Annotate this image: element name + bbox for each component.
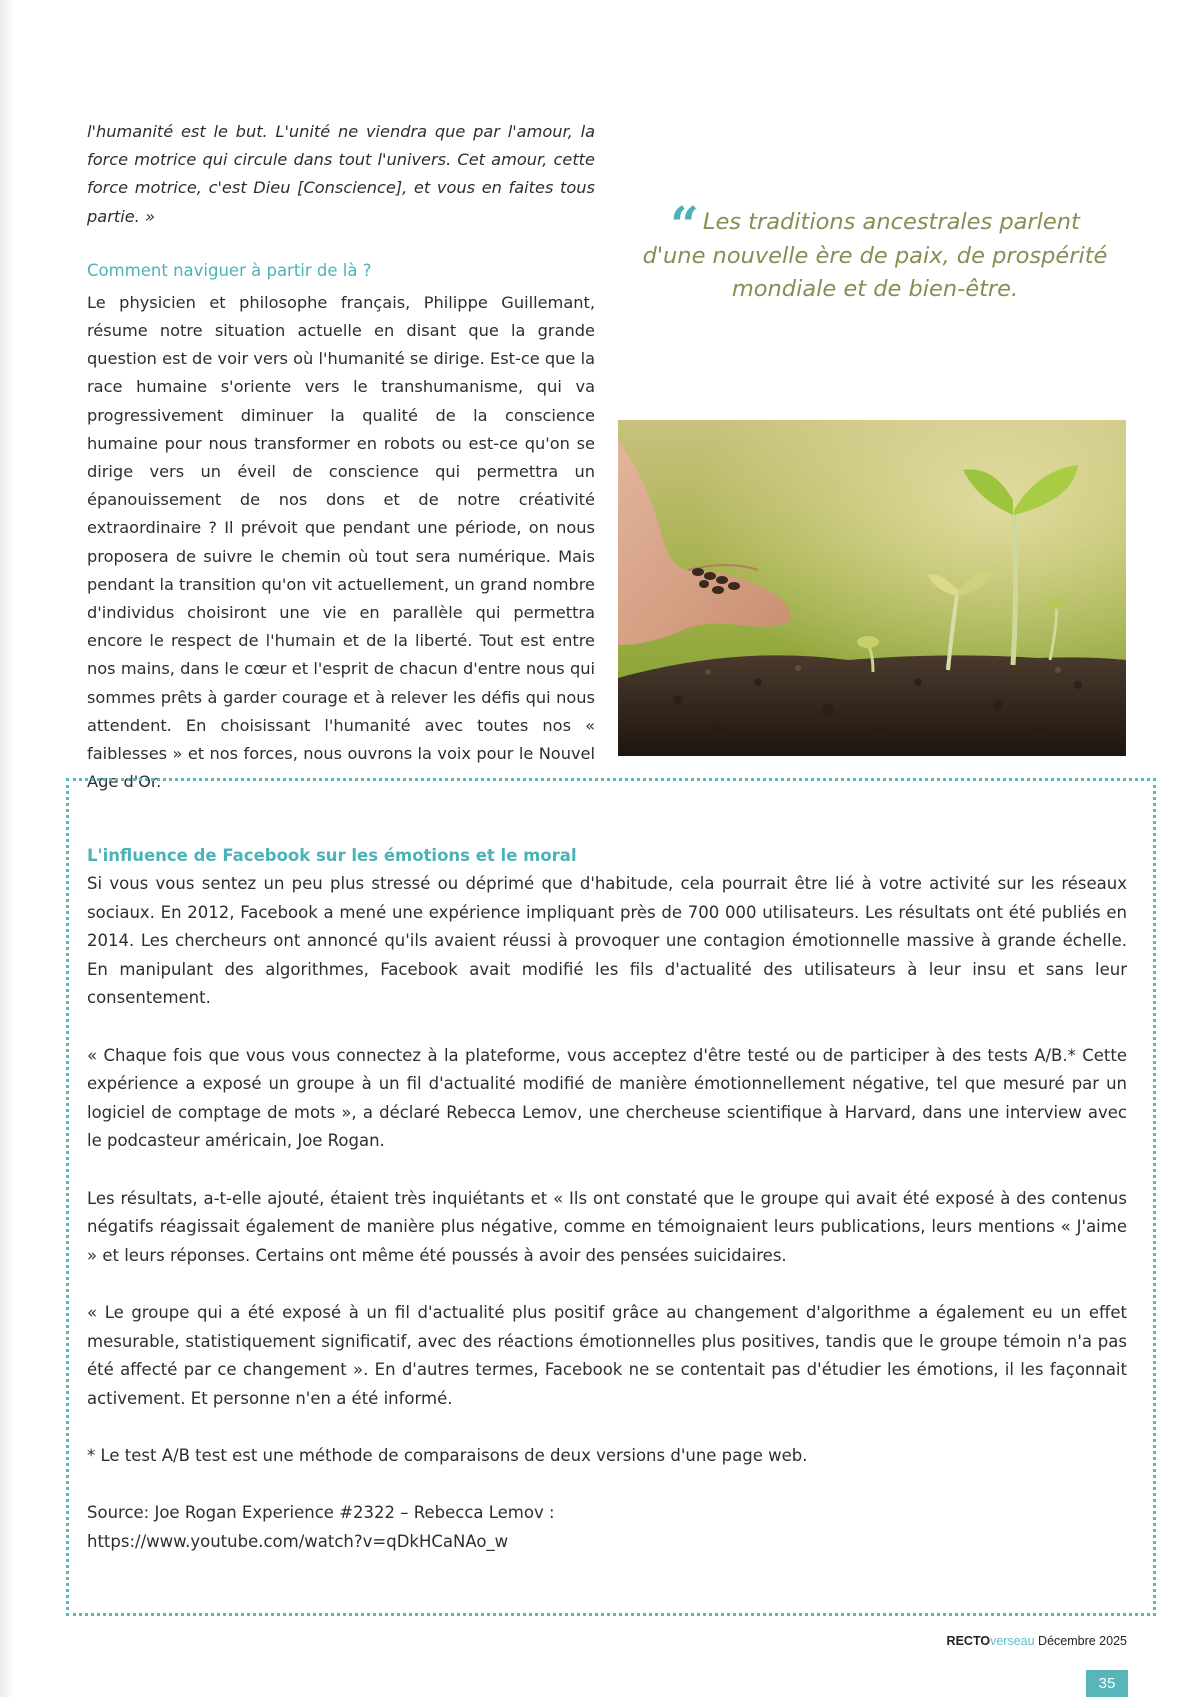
sidebar-paragraph-2: « Chaque fois que vous vous connectez à la plateforme, vous acceptez d'être testé ou de participer à des tests A/B.* Cette expérience a exposé un groupe à un fil d'actualité modifié de manière émotionnellement négative, tel que mesuré par un logiciel de comptage de mots », a déclaré Rebecca Lemov, une chercheuse scientifique à Harvard, dans une interview avec le podcasteur américain, Joe Rogan.	[87, 1045, 1127, 1151]
pull-quote-text: Les traditions ancestrales parlent d'une nouvelle ère de paix, de prospérité mondiale et de bien-être.	[642, 209, 1108, 302]
facebook-sidebar	[87, 842, 1127, 1556]
footnote: * Le test A/B test est une méthode de comparaisons de deux versions d'une page web.	[87, 1445, 808, 1465]
sidebar-paragraph-1: Si vous vous sentez un peu plus stressé ou déprimé que d'habitude, cela pourrait être lié à votre activité sur les réseaux sociaux. En 2012, Facebook a mené une expérience impliquant près de 700 000 utilisateurs. Les résultats ont été publiés en 2014. Les chercheurs ont annoncé qu'ils avaient réussi à provoquer une contagion émotionnelle massive à grande échelle. En manipulant des algorithmes, Facebook avait modifié les fils d'actualité des utilisateurs à leur insu et sans leur consentement.	[87, 874, 1127, 1008]
page-edge-shadow	[0, 0, 14, 1697]
left-column	[87, 118, 595, 796]
issue-date: Décembre 2025	[1038, 1634, 1127, 1648]
intro-quote: l'humanité est le but. L'unité ne viendra que par l'amour, la force motrice qui circule dans tout l'univers. Cet amour, cette force motrice, c'est Dieu [Conscience], et vous en faites tous partie. »	[87, 122, 595, 226]
quote-mark-icon: “	[670, 195, 699, 254]
seedling-photo	[618, 420, 1126, 756]
page-number: 35	[1086, 1670, 1128, 1697]
source-line: Source: Joe Rogan Experience #2322 – Rebecca Lemov :	[87, 1503, 555, 1523]
source-url[interactable]: https://www.youtube.com/watch?v=qDkHCaNAo_w	[87, 1531, 509, 1551]
section-heading: Comment naviguer à partir de là ?	[87, 260, 372, 280]
brand-recto: RECTO	[946, 1634, 991, 1648]
magazine-footer	[947, 1634, 1127, 1648]
brand-verso: verseau	[990, 1634, 1035, 1648]
sidebar-paragraph-3: Les résultats, a-t-elle ajouté, étaient très inquiétants et « Ils ont constaté que le groupe qui avait été exposé à des contenus négatifs réagissait également de manière plus négative, comme en témoignaient leurs publications, leurs mentions « J'aime » et leurs réponses. Certains ont même été poussés à avoir des pensées suicidaires.	[87, 1188, 1127, 1265]
section-body: Le physicien et philosophe français, Philippe Guillemant, résume notre situation actuelle en disant que la grande question est de voir vers où l'humanité se dirige. Est-ce que la race humaine s'oriente vers le transhumanisme, qui va progressivement diminuer la qualité de la conscience humaine pour nous transformer en robots ou est-ce qu'on se dirige vers un éveil de conscience qui permettra un épanouissement de nos dons et de notre créativité extraordinaire ? Il prévoit que pendant une période, on nous proposera de suivre le chemin où tout sera numérique. Mais pendant la transition qu'on vit actuellement, un grand nombre d'individus choisiront une vie en parallèle qui permettra encore le respect de l'humain et de la liberté. Tout est entre nos mains, dans le cœur et l'esprit de chacun d'entre nous qui sommes prêts à garder courage et à relever les défis qui nous attendent. En choisissant l'humanité avec toutes nos « faiblesses » et nos forces, nous ouvrons la voix pour le Nouvel Age d'Or.	[87, 292, 595, 792]
pull-quote	[640, 195, 1110, 307]
sidebar-heading: L'influence de Facebook sur les émotions et le moral	[87, 846, 577, 865]
sidebar-paragraph-4: « Le groupe qui a été exposé à un fil d'actualité plus positif grâce au changement d'algorithme a également eu un effet mesurable, statistiquement significatif, avec des réactions émotionnelles plus positives, tandis que le groupe témoin n'a pas été affecté par ce changement ». En d'autres termes, Facebook ne se contentait pas d'étudier les émotions, il les façonnait activement. Et personne n'en a été informé.	[87, 1302, 1127, 1408]
